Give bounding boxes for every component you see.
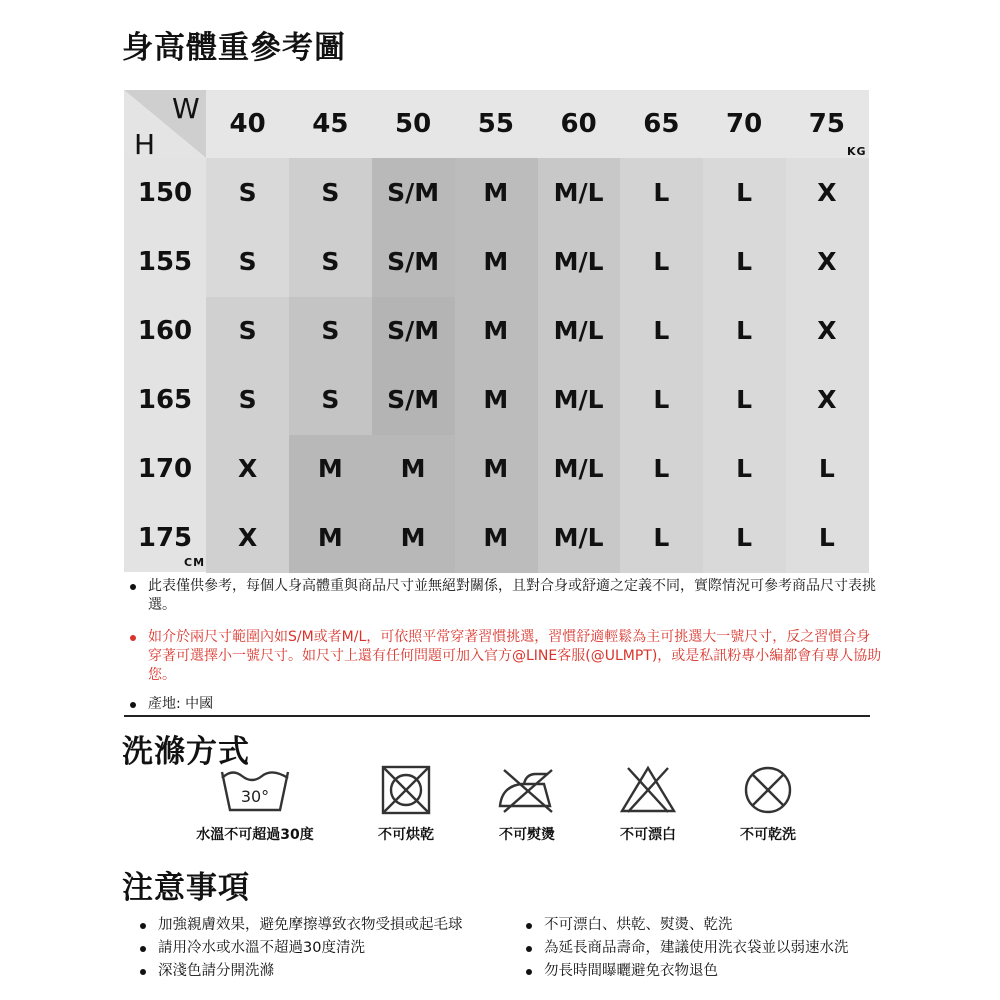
wash-item bbox=[457, 764, 597, 844]
weight-header: 65 bbox=[620, 90, 703, 158]
size-cell: X bbox=[206, 503, 289, 573]
wash-temp-text: 30° bbox=[240, 787, 270, 806]
size-cell: X bbox=[785, 296, 868, 366]
size-cell: S bbox=[289, 158, 372, 228]
size-cell: L bbox=[703, 158, 786, 228]
wash-item bbox=[185, 764, 325, 844]
size-cell: M/L bbox=[537, 158, 620, 228]
care-item: 深淺色請分開洗滌 bbox=[134, 960, 463, 983]
corner-w-label: W bbox=[172, 92, 200, 125]
size-cell: M bbox=[372, 503, 455, 573]
weight-header: 45 bbox=[289, 90, 372, 158]
notes-list-highlight bbox=[124, 628, 884, 685]
height-header: 165 bbox=[124, 365, 206, 434]
height-header: 170 bbox=[124, 434, 206, 503]
care-item: 請用冷水或水溫不超過30度清洗 bbox=[134, 937, 463, 960]
note-item: 此表僅供參考，每個人身高體重與商品尺寸並無絕對關係，且對合身或舒適之定義不同，實際情況可參考商品尺寸表挑選。 bbox=[124, 577, 884, 615]
weight-header: 70 bbox=[703, 90, 786, 158]
wash-label: 不可乾洗 bbox=[740, 827, 796, 843]
size-cell: S bbox=[289, 296, 372, 366]
size-cell: M/L bbox=[537, 434, 620, 504]
size-cell: S bbox=[206, 158, 289, 228]
care-item: 為延長商品壽命，建議使用洗衣袋並以弱速水洗 bbox=[520, 937, 849, 960]
size-cell: M bbox=[454, 434, 537, 504]
size-chart bbox=[124, 90, 868, 572]
size-cell: X bbox=[206, 434, 289, 504]
no-iron-icon bbox=[496, 764, 558, 816]
height-header: 150 bbox=[124, 158, 206, 227]
height-unit: CM bbox=[184, 556, 206, 569]
size-cell: L bbox=[703, 296, 786, 366]
size-cell: M/L bbox=[537, 365, 620, 435]
size-cell: L bbox=[620, 503, 703, 573]
corner-h-label: H bbox=[134, 128, 156, 161]
size-cell: X bbox=[785, 158, 868, 228]
no-dry-clean-icon bbox=[741, 764, 795, 816]
size-cell: L bbox=[785, 434, 868, 504]
size-cell: M bbox=[289, 503, 372, 573]
note-item: 如介於兩尺寸範圍內如S/M或者M/L，可依照平常穿著習慣挑選，習慣舒適輕鬆為主可挑選大一號尺寸，反之習慣合身穿著可選擇小一號尺寸。如尺寸上還有任何問題可加入官方@LINE客服(@ULMPT)，或是私訊粉專小編都會有專人協助您。 bbox=[124, 628, 884, 685]
origin-list bbox=[124, 695, 884, 714]
weight-header: 75 bbox=[785, 90, 868, 158]
weight-header: 40 bbox=[206, 90, 289, 158]
weight-header: 50 bbox=[372, 90, 455, 158]
size-cell: M bbox=[454, 365, 537, 435]
no-tumble-dry-icon bbox=[379, 764, 433, 816]
size-cell: L bbox=[620, 434, 703, 504]
size-cell: M bbox=[289, 434, 372, 504]
size-cell: L bbox=[620, 365, 703, 435]
size-cell: L bbox=[703, 365, 786, 435]
height-header: 160 bbox=[124, 296, 206, 365]
size-cell: S/M bbox=[372, 365, 455, 435]
chart-corner bbox=[124, 90, 206, 161]
wash-label: 不可烘乾 bbox=[378, 827, 434, 843]
size-cell: M/L bbox=[537, 296, 620, 366]
care-list-right bbox=[520, 914, 849, 983]
size-cell: L bbox=[785, 503, 868, 573]
origin-item: 產地: 中國 bbox=[124, 695, 884, 714]
size-cell: M bbox=[454, 296, 537, 366]
size-cell: L bbox=[620, 227, 703, 297]
size-cell: S bbox=[289, 227, 372, 297]
care-list-left bbox=[134, 914, 463, 983]
size-cell: M/L bbox=[537, 227, 620, 297]
washing-title: 洗滌方式 bbox=[122, 734, 250, 770]
care-title: 注意事項 bbox=[122, 870, 250, 906]
size-cell: L bbox=[703, 227, 786, 297]
size-cell: L bbox=[703, 503, 786, 573]
care-item: 加強親膚效果，避免摩擦導致衣物受損或起毛球 bbox=[134, 914, 463, 937]
weight-header: 55 bbox=[454, 90, 537, 158]
wash-label: 不可熨燙 bbox=[499, 827, 555, 843]
size-cell: L bbox=[620, 296, 703, 366]
size-cell: S/M bbox=[372, 227, 455, 297]
size-cell: L bbox=[703, 434, 786, 504]
wash-item bbox=[578, 764, 718, 844]
height-header: 155 bbox=[124, 227, 206, 296]
size-cell: M/L bbox=[537, 503, 620, 573]
weight-header: 60 bbox=[537, 90, 620, 158]
size-cell: M bbox=[454, 503, 537, 573]
size-cell: S bbox=[206, 227, 289, 297]
size-cell: S/M bbox=[372, 296, 455, 366]
wash-label: 水溫不可超過30度 bbox=[196, 827, 314, 843]
divider bbox=[124, 715, 870, 717]
height-header: 175 bbox=[124, 503, 206, 572]
size-cell: S/M bbox=[372, 158, 455, 228]
notes-list bbox=[124, 577, 884, 615]
weight-unit: KG bbox=[847, 145, 867, 158]
size-cell: S bbox=[289, 365, 372, 435]
size-cell: M bbox=[372, 434, 455, 504]
size-cell: X bbox=[785, 365, 868, 435]
size-cell: M bbox=[454, 158, 537, 228]
wash-item bbox=[698, 764, 838, 844]
size-cell: M bbox=[454, 227, 537, 297]
wash-label: 不可漂白 bbox=[620, 827, 676, 843]
no-bleach-icon bbox=[618, 764, 678, 816]
size-cell: S bbox=[206, 296, 289, 366]
page-title: 身高體重參考圖 bbox=[122, 30, 346, 66]
wash-item bbox=[336, 764, 476, 844]
size-cell: L bbox=[620, 158, 703, 228]
wash-30-icon bbox=[218, 764, 292, 816]
care-item: 勿長時間曝曬避免衣物退色 bbox=[520, 960, 849, 983]
size-cell: S bbox=[206, 365, 289, 435]
size-cell: X bbox=[785, 227, 868, 297]
care-item: 不可漂白、烘乾、熨燙、乾洗 bbox=[520, 914, 849, 937]
